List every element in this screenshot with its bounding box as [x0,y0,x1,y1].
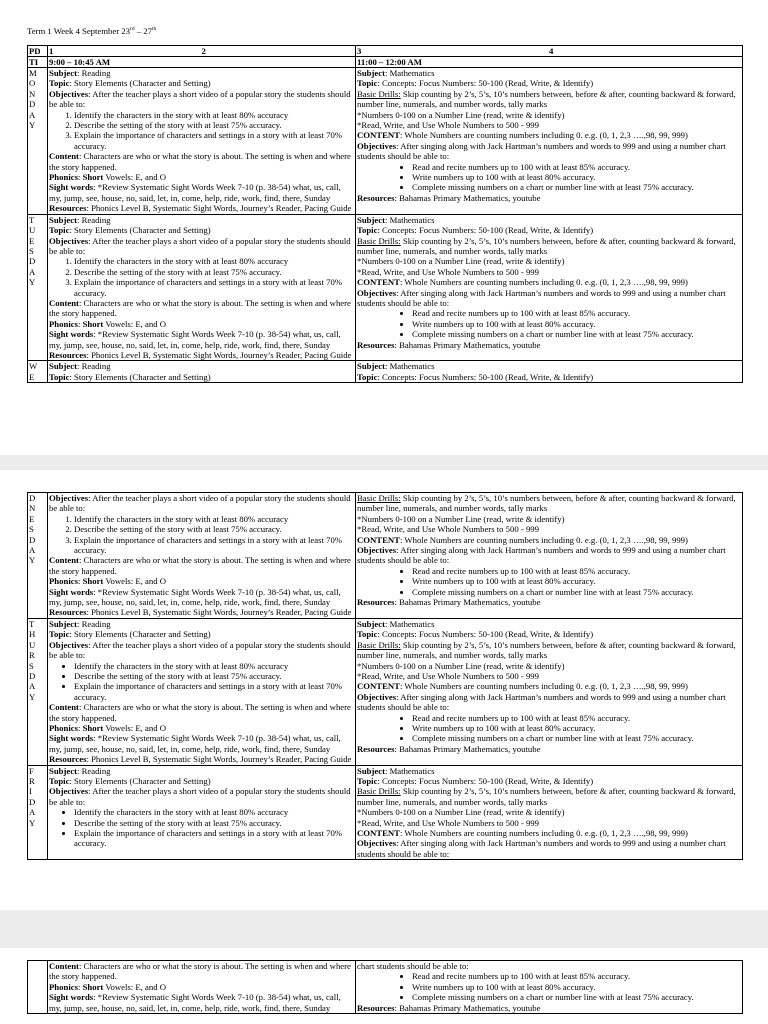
wednesday-math-cell-bottom [356,493,743,619]
period-2: 2 [201,46,206,56]
text-math-line1: *Numbers 0-100 on a Number Line (read, write & identify) [357,807,565,818]
text-reading-content: : Characters are who or what the story is about. The setting is when and where the story happened. [49,555,351,576]
text-reading-phonics-label: Phonics [49,722,78,733]
day-letter: Y [29,817,36,828]
friday-reading-cell-top [48,765,356,860]
text-math-objectives-label: Objectives [357,140,397,151]
text-math-objectives-label: Objectives [357,545,397,556]
list-item: 2. Describe the setting of the story with at least 75% accuracy. [74,524,354,534]
text-math-content: : Whole Numbers are counting numbers including 0. e.g. (0, 1, 2,3 ….,98, 99, 999) [399,277,688,288]
text-math-topic: : Concepts: Focus Numbers: 50-100 (Read, Write, & Identify) [377,225,594,236]
text-math-drills-label: Basic Drills: [357,786,401,797]
friday-label [28,765,48,860]
document-page-3 [0,948,768,1024]
day-letter: F [29,765,34,776]
text-math-content: : Whole Numbers are counting numbers including 0. e.g. (0, 1, 2,3 ….,98, 99, 999) [399,130,688,141]
text-math-subject-label: Subject [357,618,385,629]
lesson-plan-table [27,45,743,383]
text-math-content-label-mon: CONTENT [357,681,400,692]
text-math-content: : Whole Numbers are counting numbers including 0. e.g. (0, 1, 2,3 ….,98, 99, 999) [399,828,688,838]
reading-time: 9:00 – 10:45 AM [48,57,356,68]
list-item: • Complete missing numbers on a chart or number line with at least 75% accuracy. [412,992,741,1002]
title-text: – 27 [134,26,152,36]
day-letter: A [29,807,36,818]
text-reading-resources-label: Resources [49,754,87,765]
text-math-objectives: : After singing along with Jack Hartman’s numbers and words to 999 and using a number chart students should be able to: [357,691,726,713]
text-reading-objectives-label: Objectives [49,88,89,99]
day-letter: N [29,503,36,514]
day-letter: D [29,796,36,807]
text-reading-phonics-short: Short [82,318,104,329]
text-reading-phonics-label: Phonics [49,981,78,992]
text-reading-sight-label: Sight words [49,182,94,193]
text-reading-sight: : *Review Systematic Sight Words Week 7-10 (p. 38-54) what, us, call, my, jump, see, house, no, said, let, in, come, help, ride, work, find, there, Sunday [49,182,341,203]
text-reading-phonics-short: Short [82,172,104,183]
text-reading-phonics-mid: : [77,576,83,587]
text-reading-phonics-short: Short [82,576,104,587]
period-3-4-header [356,46,743,57]
text-reading-resources-label: Resources [49,203,87,214]
text-math-drills-label: Basic Drills: [357,493,401,503]
text-math-line1: *Numbers 0-100 on a Number Line (read, write & identify) [357,660,565,671]
wednesday-reading-cell-bottom [48,493,356,619]
text-reading-topic-label: Topic [49,78,70,89]
text-math-resources-label: Resources [357,597,395,608]
text-reading-content: : Characters are who or what the story is about. The setting is when and where the story happened. [49,297,351,319]
text-reading-resources: : Phonics Level B, Systematic Sight Words, Journey’s Reader, Pacing Guide [86,607,352,618]
text-reading-phonics: Vowels: E, and O [103,981,166,992]
day-letter: E [29,371,35,382]
text-math-resources: : Bahamas Primary Mathematics, youtube [394,1002,541,1013]
text-reading-sight-label: Sight words [49,992,94,1003]
text-math-line1: *Numbers 0-100 on a Number Line (read, write & identify) [357,513,565,524]
text-math-line2: *Read, Write, and Use Whole Numbers to 500 - 999 [357,670,539,681]
wednesday-label-bottom [28,493,48,619]
day-letter: W [29,361,38,372]
text-math-topic-label: Topic [357,629,378,640]
day-letter: A [29,266,36,277]
text-reading-resources: : Phonics Level B, Systematic Sight Words, Journey’s Reader, Pacing Guide [86,754,352,765]
day-letter: S [29,524,34,535]
thursday-reading-cell [48,618,356,765]
list-item: 3. Explain the importance of characters and settings in a story with at least 70% accuracy. [74,277,354,298]
text-reading-sight: : *Review Systematic Sight Words Week 7-10 (p. 38-54) what, us, call, my, jump, see, house, no, said, let, in, come, help, ride, work, find, there, Sunday [49,992,341,1013]
text-reading-topic-label: Topic [49,775,70,786]
text-reading-subject-label: Subject [49,618,77,629]
text-math-subject: : Mathematics [385,214,435,225]
text-reading-content-label: Content [49,555,79,566]
text-reading-content: : Characters are who or what the story is about. The setting is when and where the story happened. [49,961,351,982]
text-reading-objectives: : After the teacher plays a short video of a popular story the students should be able to: [49,235,351,256]
text-math-subject-label: Subject [357,68,385,78]
text-reading-phonics: Vowels: E, and O [103,576,166,587]
list-item: • Identify the characters in the story with at least 80% accuracy [74,807,354,817]
tuesday-row [28,214,743,361]
text-math-topic-label: Topic [357,78,378,89]
title-text: Term 1 Week 4 September 23 [27,26,130,36]
math-objectives-list [357,971,741,1002]
text-math-resources-label: Resources [357,743,395,754]
text-reading-topic: : Story Elements (Character and Setting) [69,629,211,640]
text-reading-objectives: : After the teacher plays a short video of a popular story the students should be able to: [49,639,351,661]
text-reading-phonics-mid: : [77,172,83,183]
day-letter: I [29,786,32,797]
text-reading-sight: : *Review Systematic Sight Words Week 7-10 (p. 38-54) what, us, call, my, jump, see, house, no, said, let, in, come, help, ride, work, find, there, Sunday [49,733,341,754]
list-item: • Write numbers up to 100 with at least 80% accuracy. [412,576,741,586]
ti-label: TI [28,57,48,68]
wednesday-math-cell-top [356,361,743,383]
lesson-plan-table-continued [27,492,743,860]
list-item: • Identify the characters in the story with at least 80% accuracy [74,661,354,671]
text-reading-content: : Characters are who or what the story is about. The setting is when and where the story happened. [49,151,351,172]
text-reading-subject: : Reading [77,214,111,225]
math-time: 11:00 – 12:00 AM [356,57,743,68]
text-reading-topic-label: Topic [49,371,70,382]
day-letter: U [29,225,36,236]
day-letter: R [29,650,35,661]
day-letters [29,215,46,288]
title-superscript: th [151,26,157,32]
period-1-2-header [48,46,356,57]
day-letter: D [29,670,36,681]
day-letter: D [29,493,36,503]
list-item: • Read and recite numbers up to 100 with at least 85% accuracy. [412,713,741,723]
list-item: • Explain the importance of characters and settings in a story with at least 70% accuracy. [74,681,354,702]
period-3: 3 [357,46,362,56]
text-math-topic-label: Topic [357,225,378,236]
text-reading-content-label: Content [49,297,79,308]
text-math-content-label-mon: CONTENT [357,828,400,838]
text-math-drills: Skip counting by 2’s, 5’s, 10’s numbers between, before & after, counting backward & forward, number line, numerals, and number words, tally marks [357,235,736,256]
text-math-topic: : Concepts: Focus Numbers: 50-100 (Read, Write, & Identify) [377,371,594,382]
period-4: 4 [549,46,554,56]
day-letters [29,766,46,828]
text-math-objectives-cont: chart students should be able to: [357,961,469,971]
day-letters [29,68,46,130]
monday-reading-cell [48,68,356,215]
text-math-objectives-label: Objectives [357,287,397,298]
day-letter: H [29,629,36,640]
text-reading-phonics: Vowels: E, and O [103,722,166,733]
list-item: 2. Describe the setting of the story with at least 75% accuracy. [74,120,354,130]
text-math-objectives: : After singing along with Jack Hartman’s numbers and words to 999 and using a number chart students should be able to: [357,140,726,162]
text-reading-topic-label: Topic [49,629,70,640]
text-math-drills: Skip counting by 2’s, 5’s, 10’s numbers between, before & after, counting backward & forward, number line, numerals, and number words, tally marks [357,786,736,807]
wednesday-reading-cell-top [48,361,356,383]
text-math-content-label-mon: CONTENT [357,130,400,141]
text-math-resources: : Bahamas Primary Mathematics, youtube [394,597,541,608]
list-item: • Write numbers up to 100 with at least 80% accuracy. [412,172,741,182]
list-item: • Read and recite numbers up to 100 with at least 85% accuracy. [412,308,741,318]
text-reading-sight: : *Review Systematic Sight Words Week 7-10 (p. 38-54) what, us, call, my, jump, see, house, no, said, let, in, come, help, ride, work, find, there, Sunday [49,586,341,608]
text-reading-resources: : Phonics Level B, Systematic Sight Words, Journey’s Reader, Pacing Guide [86,203,352,214]
text-math-drills: Skip counting by 2’s, 5’s, 10’s numbers between, before & after, counting backward & forward, number line, numerals, and number words, tally marks [357,639,736,661]
friday-reading-cell-bottom [48,961,356,1014]
list-item: 1. Identify the characters in the story with at least 80% accuracy [74,514,354,524]
day-letter: A [29,545,36,556]
list-item: • Read and recite numbers up to 100 with at least 85% accuracy. [412,971,741,981]
document-page-2 [0,470,768,910]
text-reading-content-label: Content [49,702,79,713]
text-reading-topic: : Story Elements (Character and Setting) [69,225,211,236]
reading-objectives-list [49,256,354,298]
text-math-subject: : Mathematics [385,361,435,372]
text-math-line2: *Read, Write, and Use Whole Numbers to 500 - 999 [357,817,539,828]
text-math-content: : Whole Numbers are counting numbers including 0. e.g. (0, 1, 2,3 ….,98, 99, 999) [399,681,688,692]
monday-label [28,68,48,215]
text-reading-sight-label: Sight words [49,329,94,340]
text-math-drills: Skip counting by 2’s, 5’s, 10’s numbers between, before & after, counting backward & forward, number line, numerals, and number words, tally marks [357,88,736,110]
math-objectives-list [357,713,741,744]
day-letter: Y [29,120,36,131]
text-math-subject: : Mathematics [385,765,435,776]
wednesday-row-top [28,361,743,383]
day-letter: D [29,534,36,545]
text-math-line1: *Numbers 0-100 on a Number Line (read, write & identify) [357,256,565,267]
text-math-line2: *Read, Write, and Use Whole Numbers to 500 - 999 [357,524,539,535]
reading-objectives-list [49,661,354,703]
text-reading-subject-label: Subject [49,214,77,225]
text-reading-phonics-mid: : [77,722,83,733]
text-reading-resources: : Phonics Level B, Systematic Sight Words, Journey’s Reader, Pacing Guide [86,349,352,360]
text-reading-objectives-label: Objectives [49,493,89,503]
text-reading-phonics-short: Short [82,722,104,733]
text-reading-subject-label: Subject [49,765,77,776]
day-letter: O [29,78,36,89]
text-reading-objectives: : After the teacher plays a short video of a popular story the students should be able to: [49,786,351,807]
text-math-drills-label: Basic Drills: [357,235,401,246]
text-reading-objectives: : After the teacher plays a short video of a popular story the students should be able to: [49,493,351,514]
document-title [27,26,156,36]
math-objectives-list [357,162,741,193]
text-math-resources: : Bahamas Primary Mathematics, youtube [394,339,541,350]
friday-row-bottom [28,961,743,1014]
list-item: • Read and recite numbers up to 100 with at least 85% accuracy. [412,162,741,172]
wednesday-label-top [28,361,48,383]
day-letter: A [29,681,36,692]
text-math-subject: : Mathematics [385,68,435,78]
day-letter: U [29,639,36,650]
day-letter: D [29,99,36,110]
text-reading-objectives-label: Objectives [49,639,89,650]
text-math-subject-label: Subject [357,214,385,225]
tuesday-reading-cell [48,214,356,361]
text-math-resources-label: Resources [357,192,395,203]
pd-label: PD [28,46,48,57]
text-reading-subject: : Reading [77,618,111,629]
text-math-resources-label: Resources [357,1002,395,1013]
text-reading-phonics-label: Phonics [49,318,78,329]
text-math-resources: : Bahamas Primary Mathematics, youtube [394,743,541,754]
math-objectives-list [357,308,741,339]
thursday-row [28,618,743,765]
text-reading-topic-label: Topic [49,225,70,236]
text-math-drills-label: Basic Drills: [357,88,401,99]
list-item: 1. Identify the characters in the story with at least 80% accuracy [74,110,354,120]
text-math-subject-label: Subject [357,361,385,372]
list-item: • Complete missing numbers on a chart or number line with at least 75% accuracy. [412,182,741,192]
text-math-topic: : Concepts: Focus Numbers: 50-100 (Read, Write, & Identify) [377,629,594,640]
text-reading-subject: : Reading [77,361,111,372]
tuesday-label [28,214,48,361]
text-math-objectives-label: Objectives [357,838,397,849]
text-reading-resources-label: Resources [49,349,87,360]
text-reading-phonics-short: Short [82,981,104,992]
document-page-1 [0,0,768,455]
text-math-topic-label: Topic [357,371,378,382]
period-header-row [28,46,743,57]
day-letter: Y [29,555,36,566]
day-letter: A [29,109,36,120]
text-reading-objectives-label: Objectives [49,786,89,797]
text-math-resources-label: Resources [357,339,395,350]
thursday-math-cell [356,618,743,765]
day-letter: R [29,775,35,786]
day-letters [29,361,46,382]
list-item: • Read and recite numbers up to 100 with at least 85% accuracy. [412,566,741,576]
text-reading-topic: : Story Elements (Character and Setting) [69,371,211,382]
list-item: • Complete missing numbers on a chart or number line with at least 75% accuracy. [412,587,741,597]
list-item: 1. Identify the characters in the story with at least 80% accuracy [74,256,354,266]
reading-objectives-list [49,807,354,849]
reading-objectives-list [49,110,354,152]
text-reading-phonics: Vowels: E, and O [103,318,166,329]
list-item: 3. Explain the importance of characters and settings in a story with at least 70% accuracy. [74,130,354,151]
text-math-objectives: : After singing along with Jack Hartman’s numbers and words to 999 and using a number chart students should be able to: [357,545,726,566]
day-letter: S [29,660,34,671]
text-math-resources: : Bahamas Primary Mathematics, youtube [394,192,541,203]
day-letters [29,493,46,566]
reading-objectives-list [49,514,354,556]
text-reading-topic: : Story Elements (Character and Setting) [69,78,211,89]
text-math-drills-label: Basic Drills: [357,639,401,650]
day-letter: E [29,235,35,246]
friday-row-top [28,765,743,860]
text-reading-content-label: Content [49,151,79,162]
list-item: • Write numbers up to 100 with at least 80% accuracy. [412,982,741,992]
text-reading-subject: : Reading [77,68,111,78]
text-reading-objectives: : After the teacher plays a short video of a popular story the students should be able to: [49,88,351,110]
day-letters [29,619,46,702]
day-letter: Y [29,691,36,702]
title-superscript: rd [130,26,135,32]
list-item: • Describe the setting of the story with at least 75% accuracy. [74,671,354,681]
list-item: 3. Explain the importance of characters and settings in a story with at least 70% accuracy. [74,535,354,556]
wednesday-row-bottom [28,493,743,619]
text-math-content: : Whole Numbers are counting numbers including 0. e.g. (0, 1, 2,3 ….,98, 99, 999) [399,534,688,545]
list-item: • Write numbers up to 100 with at least 80% accuracy. [412,319,741,329]
tuesday-math-cell [356,214,743,361]
text-reading-subject-label: Subject [49,361,77,372]
text-reading-content: : Characters are who or what the story is about. The setting is when and where the story happened. [49,702,351,723]
thursday-label [28,618,48,765]
text-reading-phonics: Vowels: E, and O [103,172,166,183]
text-reading-subject: : Reading [77,765,111,776]
day-letter: S [29,245,34,256]
text-reading-sight-label: Sight words [49,733,94,744]
text-math-topic-label: Topic [357,775,378,786]
text-reading-objectives-label: Objectives [49,235,89,246]
friday-math-cell-top [356,765,743,860]
day-letter: D [29,256,36,267]
text-math-subject-label: Subject [357,765,385,776]
list-item: 2. Describe the setting of the story with at least 75% accuracy. [74,267,354,277]
monday-row [28,68,743,215]
day-letter: T [29,214,35,225]
text-reading-topic: : Story Elements (Character and Setting) [69,775,211,786]
time-header-row [28,57,743,68]
text-math-objectives: : After singing along with Jack Hartman’s numbers and words to 999 and using a number chart students should be able to: [357,838,726,859]
text-math-content-label-mon: CONTENT [357,534,400,545]
text-reading-resources-label: Resources [49,607,87,618]
text-reading-subject-label: Subject [49,68,77,78]
day-letter: N [29,88,36,99]
text-reading-phonics-mid: : [77,981,83,992]
text-reading-phonics-mid: : [77,318,83,329]
text-math-topic: : Concepts: Focus Numbers: 50-100 (Read, Write, & Identify) [377,775,594,786]
text-reading-phonics-label: Phonics [49,576,78,587]
monday-math-cell [356,68,743,215]
text-math-line1: *Numbers 0-100 on a Number Line (read, write & identify) [357,109,565,120]
day-letter: M [29,68,37,78]
list-item: • Explain the importance of characters and settings in a story with at least 70% accuracy. [74,828,354,849]
text-reading-sight: : *Review Systematic Sight Words Week 7-10 (p. 38-54) what, us, call, my, jump, see, house, no, said, let, in, come, help, ride, work, find, there, Sunday [49,329,341,350]
text-math-content-label-tue: CONTENT [357,277,400,288]
text-reading-phonics-label: Phonics [49,172,78,183]
text-reading-sight-label: Sight words [49,586,94,597]
list-item: • Write numbers up to 100 with at least 80% accuracy. [412,723,741,733]
text-math-objectives-label: Objectives [357,691,397,702]
text-math-objectives: : After singing along with Jack Hartman’s numbers and words to 999 and using a number chart students should be able to: [357,287,726,308]
text-reading-content-label: Content [49,961,79,971]
text-math-line2: *Read, Write, and Use Whole Numbers to 500 - 999 [357,266,539,277]
day-letter: E [29,513,35,524]
list-item: • Describe the setting of the story with at least 75% accuracy. [74,818,354,828]
text-math-subject: : Mathematics [385,618,435,629]
text-math-topic: : Concepts: Focus Numbers: 50-100 (Read, Write, & Identify) [377,78,594,89]
friday-label-bottom [28,961,48,1014]
math-objectives-list [357,566,741,597]
day-letter: Y [29,277,36,288]
text-math-line2: *Read, Write, and Use Whole Numbers to 500 - 999 [357,120,539,131]
text-math-drills: Skip counting by 2’s, 5’s, 10’s numbers between, before & after, counting backward & forward, number line, numerals, and number words, tally marks [357,493,736,514]
list-item: • Complete missing numbers on a chart or number line with at least 75% accuracy. [412,733,741,743]
lesson-plan-table-continued-2 [27,960,743,1014]
period-1: 1 [49,46,54,56]
list-item: • Complete missing numbers on a chart or number line with at least 75% accuracy. [412,329,741,339]
friday-math-cell-bottom [356,961,743,1014]
day-letter: T [29,618,35,629]
